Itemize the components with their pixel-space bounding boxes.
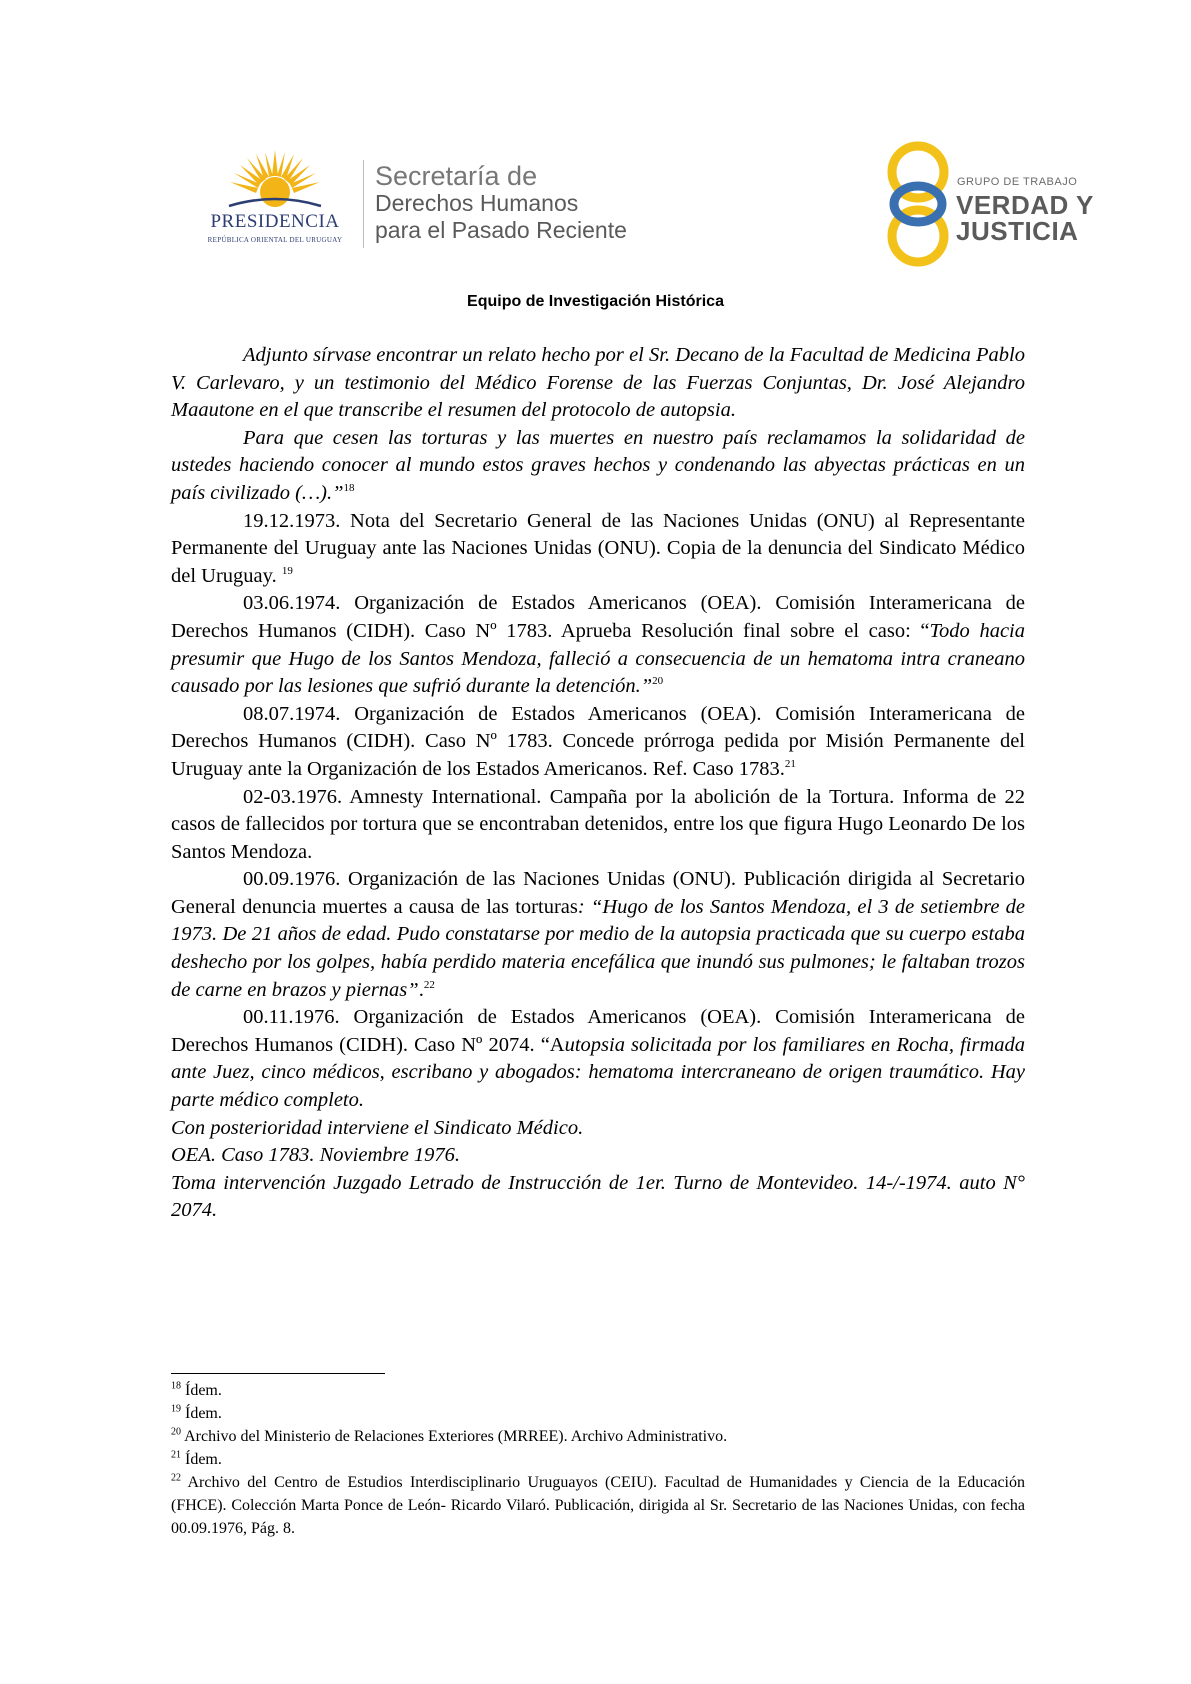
footnote-text: Archivo del Centro de Estudios Interdisciplinario Uruguayos (CEIU). Facultad de Humanidades y Ciencia de la Educación (FHCE). Colección Marta Ponce de León- Ricardo Vilaró. Publicación, dirigida al Sr. Secretario de las Naciones Unidas, con fecha 00.09.1976, Pág. 8. [171,1474,1025,1537]
footnote-text: Ídem. [181,1405,222,1422]
paragraph-text: Toma intervención Juzgado Letrado de Instrucción de 1er. Turno de Montevideo. 14-/-1974. auto N° 2074. [171,1171,1025,1222]
paragraph [171,1170,1025,1225]
paragraph-text: OEA. Caso 1783. Noviembre 1976. [171,1144,461,1167]
paragraph [171,1004,1025,1114]
footnote-ref[interactable]: 22 [423,978,435,991]
footnote [171,1425,1025,1448]
footnote [171,1448,1025,1471]
footnote-number: 18 [171,1380,181,1392]
footnote-ref[interactable]: 20 [652,675,664,688]
paragraph-text: Para que cesen las torturas y las muertes en nuestro país reclamamos la solidaridad de ustedes haciendo conocer al mundo estos graves hechos y condenando las abyectas prácticas en un país civilizado (…).” [171,426,1025,504]
verdad-label: VERDAD Y [956,190,1094,220]
footnote [171,1471,1025,1540]
footnote-ref[interactable]: 18 [343,482,355,495]
footnote-number: 22 [171,1472,181,1484]
paragraph-quote: utopsia solicitada por los familiares en Rocha, firmada ante Juez, cinco médicos, escribano y abogados: hematoma intercraneano de origen traumático. Hay parte médico completo. [171,1033,1025,1112]
footnote-text: Ídem. [181,1451,222,1468]
sun-emblem-icon [225,148,325,210]
paragraph-text: 00.11.1976. Organización de Estados Americanos (OEA). Comisión Interamericana de Derechos Humanos (CIDH). Caso Nº 2074. “A [171,1006,1025,1056]
paragraph [171,1142,1025,1170]
presidencia-logo [195,148,355,253]
footnote-text: Ídem. [181,1382,222,1399]
paragraph [171,425,1025,508]
secretaria-wordmark [375,162,627,244]
header-divider [363,160,364,248]
paragraph [171,701,1025,784]
interlocked-rings-icon [880,140,956,270]
paragraph-text: 08.07.1974. Organización de Estados Americanos (OEA). Comisión Interamericana de Derechos Humanos (CIDH). Caso Nº 1783. Concede prórroga pedida por Misión Permanente del Uruguay ante la Organización de los Estados Americanos. Ref. Caso 1783. [171,702,1025,780]
paragraph-text: . [418,978,424,1001]
footnotes [171,1379,1025,1540]
footnote-ref[interactable]: 19 [281,564,293,577]
footnote [171,1402,1025,1425]
footnote-number: 21 [171,1449,181,1461]
justicia-label: JUSTICIA [956,216,1079,246]
grupo-trabajo-label: GRUPO DE TRABAJO [957,176,1078,188]
footnote [171,1379,1025,1402]
paragraph-text: 02-03.1976. Amnesty International. Campaña por la abolición de la Tortura. Informa de 22 casos de fallecidos por tortura que se encontraban detenidos, entre los que figura Hugo Leonardo De los Santos Mendoza. [171,785,1025,863]
paragraph-text: 00.09.1976. Organización de las Naciones Unidas (ONU). Publicación dirigida al Secretario General denuncia muertes a causa de las torturas [171,868,1025,918]
verdad-justicia-logo [880,140,1100,270]
paragraph [171,508,1025,591]
paragraph-text: Con posterioridad interviene el Sindicato Médico. [171,1116,584,1139]
footnote-separator [171,1373,385,1374]
paragraph-text: Adjunto sírvase encontrar un relato hecho por el Sr. Decano de la Facultad de Medicina Pablo V. Carlevaro, y un testimonio del Médico Forense de las Fuerzas Conjuntas, Dr. José Alejandro Maautone en el que transcribe el resumen del protocolo de autopsia. [171,344,1025,422]
paragraph [171,590,1025,700]
paragraph-text: 03.06.1974. Organización de Estados Americanos (OEA). Comisión Interamericana de Derechos Humanos (CIDH). Caso Nº 1783. Aprueba Resolución final sobre el caso: “ [171,592,1025,642]
presidencia-label: PRESIDENCIA [210,211,340,232]
paragraph-text: 19.12.1973. Nota del Secretario General de las Naciones Unidas (ONU) al Representante Permanente del Uruguay ante las Naciones Unidas (ONU). Copia de la denuncia del Sindicato Médico del Uruguay. [171,509,1025,587]
secretaria-line-2: Derechos Humanos [375,190,579,216]
secretaria-line-1: Secretaría de [375,161,538,191]
paragraph [171,866,1025,1004]
paragraph-quote: Todo hacia presumir que Hugo de los Santos Mendoza, falleció a consecuencia de un hematoma intra craneano causado por las lesiones que sufrió durante la detención.” [171,619,1025,698]
footnote-text: Archivo del Ministerio de Relaciones Exteriores (MRREE). Archivo Administrativo. [181,1428,728,1445]
paragraph [171,1115,1025,1143]
page-title: Equipo de Investigación Histórica [467,293,724,310]
footnote-number: 20 [171,1426,181,1438]
paragraph [171,784,1025,867]
document-body [171,342,1025,1225]
secretaria-line-3: para el Pasado Reciente [375,217,627,243]
paragraph [171,342,1025,425]
footnote-number: 19 [171,1403,181,1415]
footnote-ref[interactable]: 21 [784,758,796,771]
republica-label: REPÚBLICA ORIENTAL DEL URUGUAY [207,236,343,244]
paragraph-quote: : “Hugo de los Santos Mendoza, el 3 de setiembre de 1973. De 21 años de edad. Pudo constatarse por medio de la autopsia practicada que su cuerpo estaba deshecho por los golpes, había perdido materia encefálica que inundó sus pulmones; le faltaban trozos de carne en brazos y piernas” [171,895,1026,1001]
